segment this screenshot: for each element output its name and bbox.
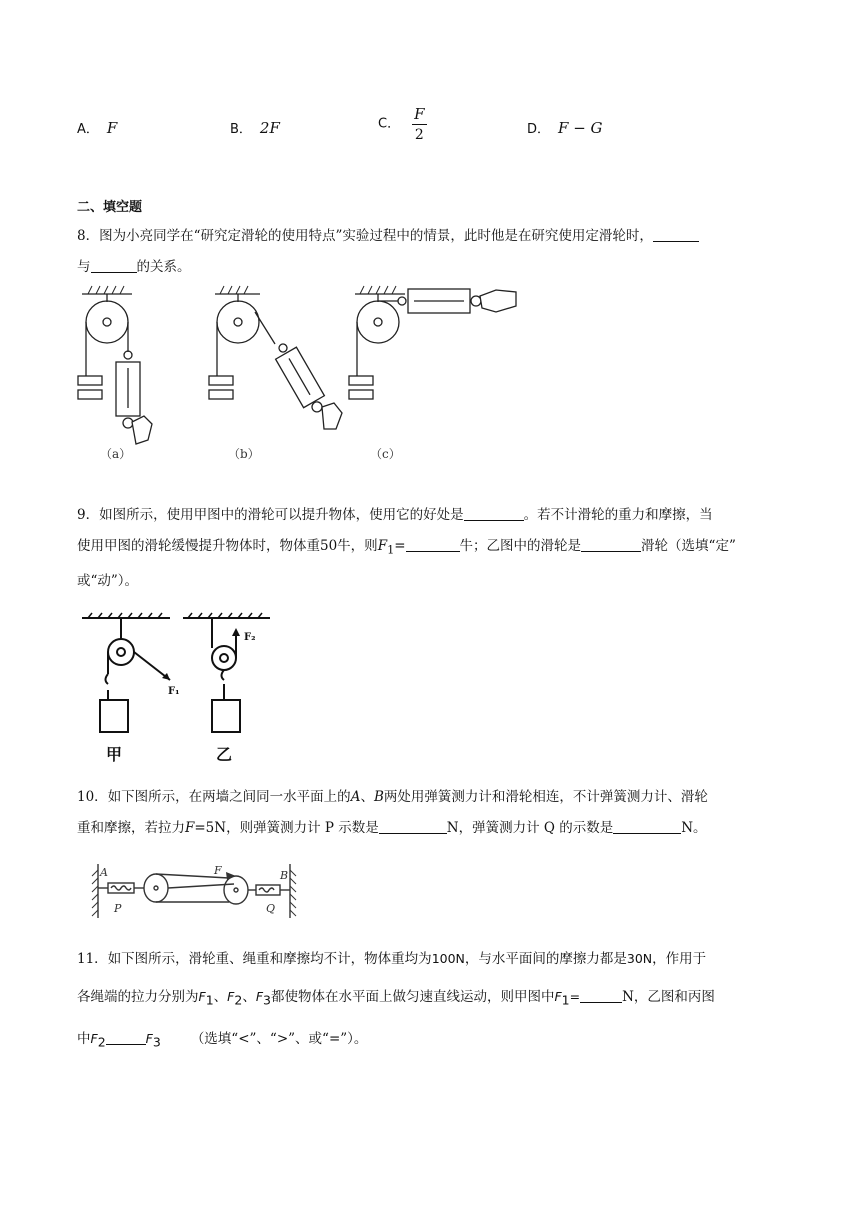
- label-f2: F₂: [244, 632, 256, 643]
- q11-f1-b: F: [554, 989, 562, 1004]
- q11-text-2: ，与水平面间的摩擦力都是: [464, 951, 627, 967]
- q10-f: F: [185, 820, 195, 836]
- q11-text-7: 中: [77, 1030, 91, 1047]
- q11-text-4: 各绳端的拉力分别为: [77, 989, 199, 1005]
- q8-blank-2[interactable]: [91, 258, 137, 273]
- q10-text-4: =5N，则弹簧测力计 P 示数是: [194, 820, 379, 836]
- q11-f1-sub: 1: [205, 992, 214, 1008]
- q8-text: 图为小亮同学在“研究定滑轮的使用特点”实验过程中的情景，此时他是在研究使用定滑轮时，: [99, 228, 653, 244]
- q11-blank-1[interactable]: [580, 988, 622, 1003]
- option-a-label: A．: [77, 122, 99, 137]
- q11-text-5: 都使物体在水平面上做匀速直线运动，则甲图中: [270, 989, 555, 1005]
- q8-number: 8．: [77, 228, 100, 244]
- label-jia: 甲: [106, 745, 123, 764]
- q11-text-6: N，乙图和丙图: [622, 989, 715, 1005]
- q9-f1-sub: 1: [387, 543, 395, 557]
- option-c-label: C．: [378, 116, 401, 132]
- caption-a: （a）: [100, 447, 132, 461]
- q9-figure: [78, 612, 278, 766]
- option-b-label: B．: [230, 122, 252, 137]
- label-yi: 乙: [216, 745, 233, 764]
- option-a: [77, 118, 117, 137]
- q9-blank-3[interactable]: [581, 537, 641, 552]
- q11-f2: F: [227, 989, 235, 1004]
- q10-point-b: B: [373, 789, 384, 805]
- q11-f3: F: [255, 989, 264, 1004]
- q10-number: 10．: [77, 789, 108, 805]
- q9-text-2: 。若不计滑轮的重力和摩擦，当: [523, 507, 713, 523]
- option-b: [230, 118, 280, 137]
- section-title: 二、填空题: [77, 200, 143, 215]
- option-d-label: D．: [527, 122, 551, 137]
- q11-sep-2: 、: [242, 989, 256, 1005]
- question-9: [77, 500, 783, 597]
- q10-text-1: 如下图所示，在两墙之间同一水平面上的: [107, 789, 351, 805]
- q9-f1: F: [377, 538, 388, 554]
- q11-text-3: ，作用于: [652, 951, 707, 967]
- q8-text-2: 与: [77, 259, 91, 275]
- fraction-numerator: F: [414, 105, 425, 123]
- option-b-expr: 2F: [259, 119, 280, 137]
- q8-blank-1[interactable]: [653, 227, 699, 242]
- q11-number: 11．: [77, 951, 108, 967]
- q10-text-3: 重和摩擦，若拉力: [77, 820, 185, 836]
- fig-label-q: Q: [266, 902, 276, 915]
- caption-c: （c）: [370, 447, 401, 461]
- q9-text-7: 或“动”）。: [77, 572, 139, 589]
- q9-text-5: 牛；乙图中的滑轮是: [459, 538, 582, 554]
- q10-point-a: A: [350, 789, 361, 805]
- q10-text-5: N，弹簧测力计 Q 的示数是: [446, 820, 614, 836]
- q9-blank-1[interactable]: [464, 506, 524, 521]
- arrow-f-icon: [226, 872, 236, 880]
- q11-f3-b: F: [145, 1030, 153, 1046]
- q11-sep-1: 、: [213, 989, 228, 1005]
- q11-equals: =: [569, 989, 581, 1004]
- q9-number: 9．: [77, 507, 100, 523]
- q8-figure: [70, 282, 530, 468]
- q11-f2-b: F: [90, 1030, 98, 1046]
- q11-weight: 100N: [431, 951, 465, 966]
- fig-label-p: P: [114, 902, 122, 915]
- q8-text-3: 的关系。: [136, 259, 191, 275]
- fig-label-f: F: [214, 864, 222, 877]
- q11-friction: 30N: [626, 951, 653, 966]
- q10-figure: [84, 860, 304, 922]
- q9-text-6: 滑轮（选填“定”: [641, 538, 736, 554]
- arrow-f2-icon: [232, 628, 240, 636]
- option-c: [378, 105, 427, 143]
- q9-equals: =: [394, 538, 406, 554]
- fig-label-a: A: [100, 866, 108, 879]
- q11-blank-2[interactable]: [106, 1030, 146, 1045]
- option-d-expr: F − G: [558, 119, 603, 137]
- q10-sep: 、: [360, 789, 374, 805]
- q11-f1-b-sub: 1: [561, 992, 570, 1008]
- option-c-fraction: [412, 105, 426, 143]
- caption-b: （b）: [228, 447, 260, 461]
- q11-text-1: 如下图所示，滑轮重、绳重和摩擦均不计，物体重均为: [107, 951, 432, 967]
- label-f1: F₁: [168, 686, 180, 697]
- q10-blank-2[interactable]: [613, 819, 681, 834]
- option-a-expr: F: [106, 119, 118, 137]
- fraction-denominator: 2: [414, 127, 424, 143]
- q9-text-3: 使用甲图的滑轮缓慢提升物体时，物体重50牛，则: [77, 538, 378, 554]
- q11-text-8: （选填“<”、“>”、或“=”）。: [190, 1030, 368, 1047]
- question-8: [77, 221, 783, 283]
- q9-blank-2[interactable]: [406, 537, 460, 552]
- q11-f3-sub: 3: [263, 992, 271, 1008]
- option-d: [527, 118, 603, 137]
- q11-f1: F: [198, 989, 206, 1004]
- q9-text-1: 如图所示，使用甲图中的滑轮可以提升物体，使用它的好处是: [99, 507, 464, 523]
- q11-f2-sub: 2: [234, 992, 243, 1008]
- q11-f2-b-sub: 2: [97, 1034, 106, 1050]
- q10-blank-1[interactable]: [379, 819, 447, 834]
- fig-label-b: B: [280, 869, 289, 882]
- question-11: [77, 940, 783, 1061]
- q11-f3-b-sub: 3: [152, 1034, 161, 1050]
- question-10: [77, 782, 783, 844]
- q10-text-2: 两处用弹簧测力计和滑轮相连，不计弹簧测力计、滑轮: [383, 789, 708, 805]
- q10-text-6: N。: [681, 820, 707, 836]
